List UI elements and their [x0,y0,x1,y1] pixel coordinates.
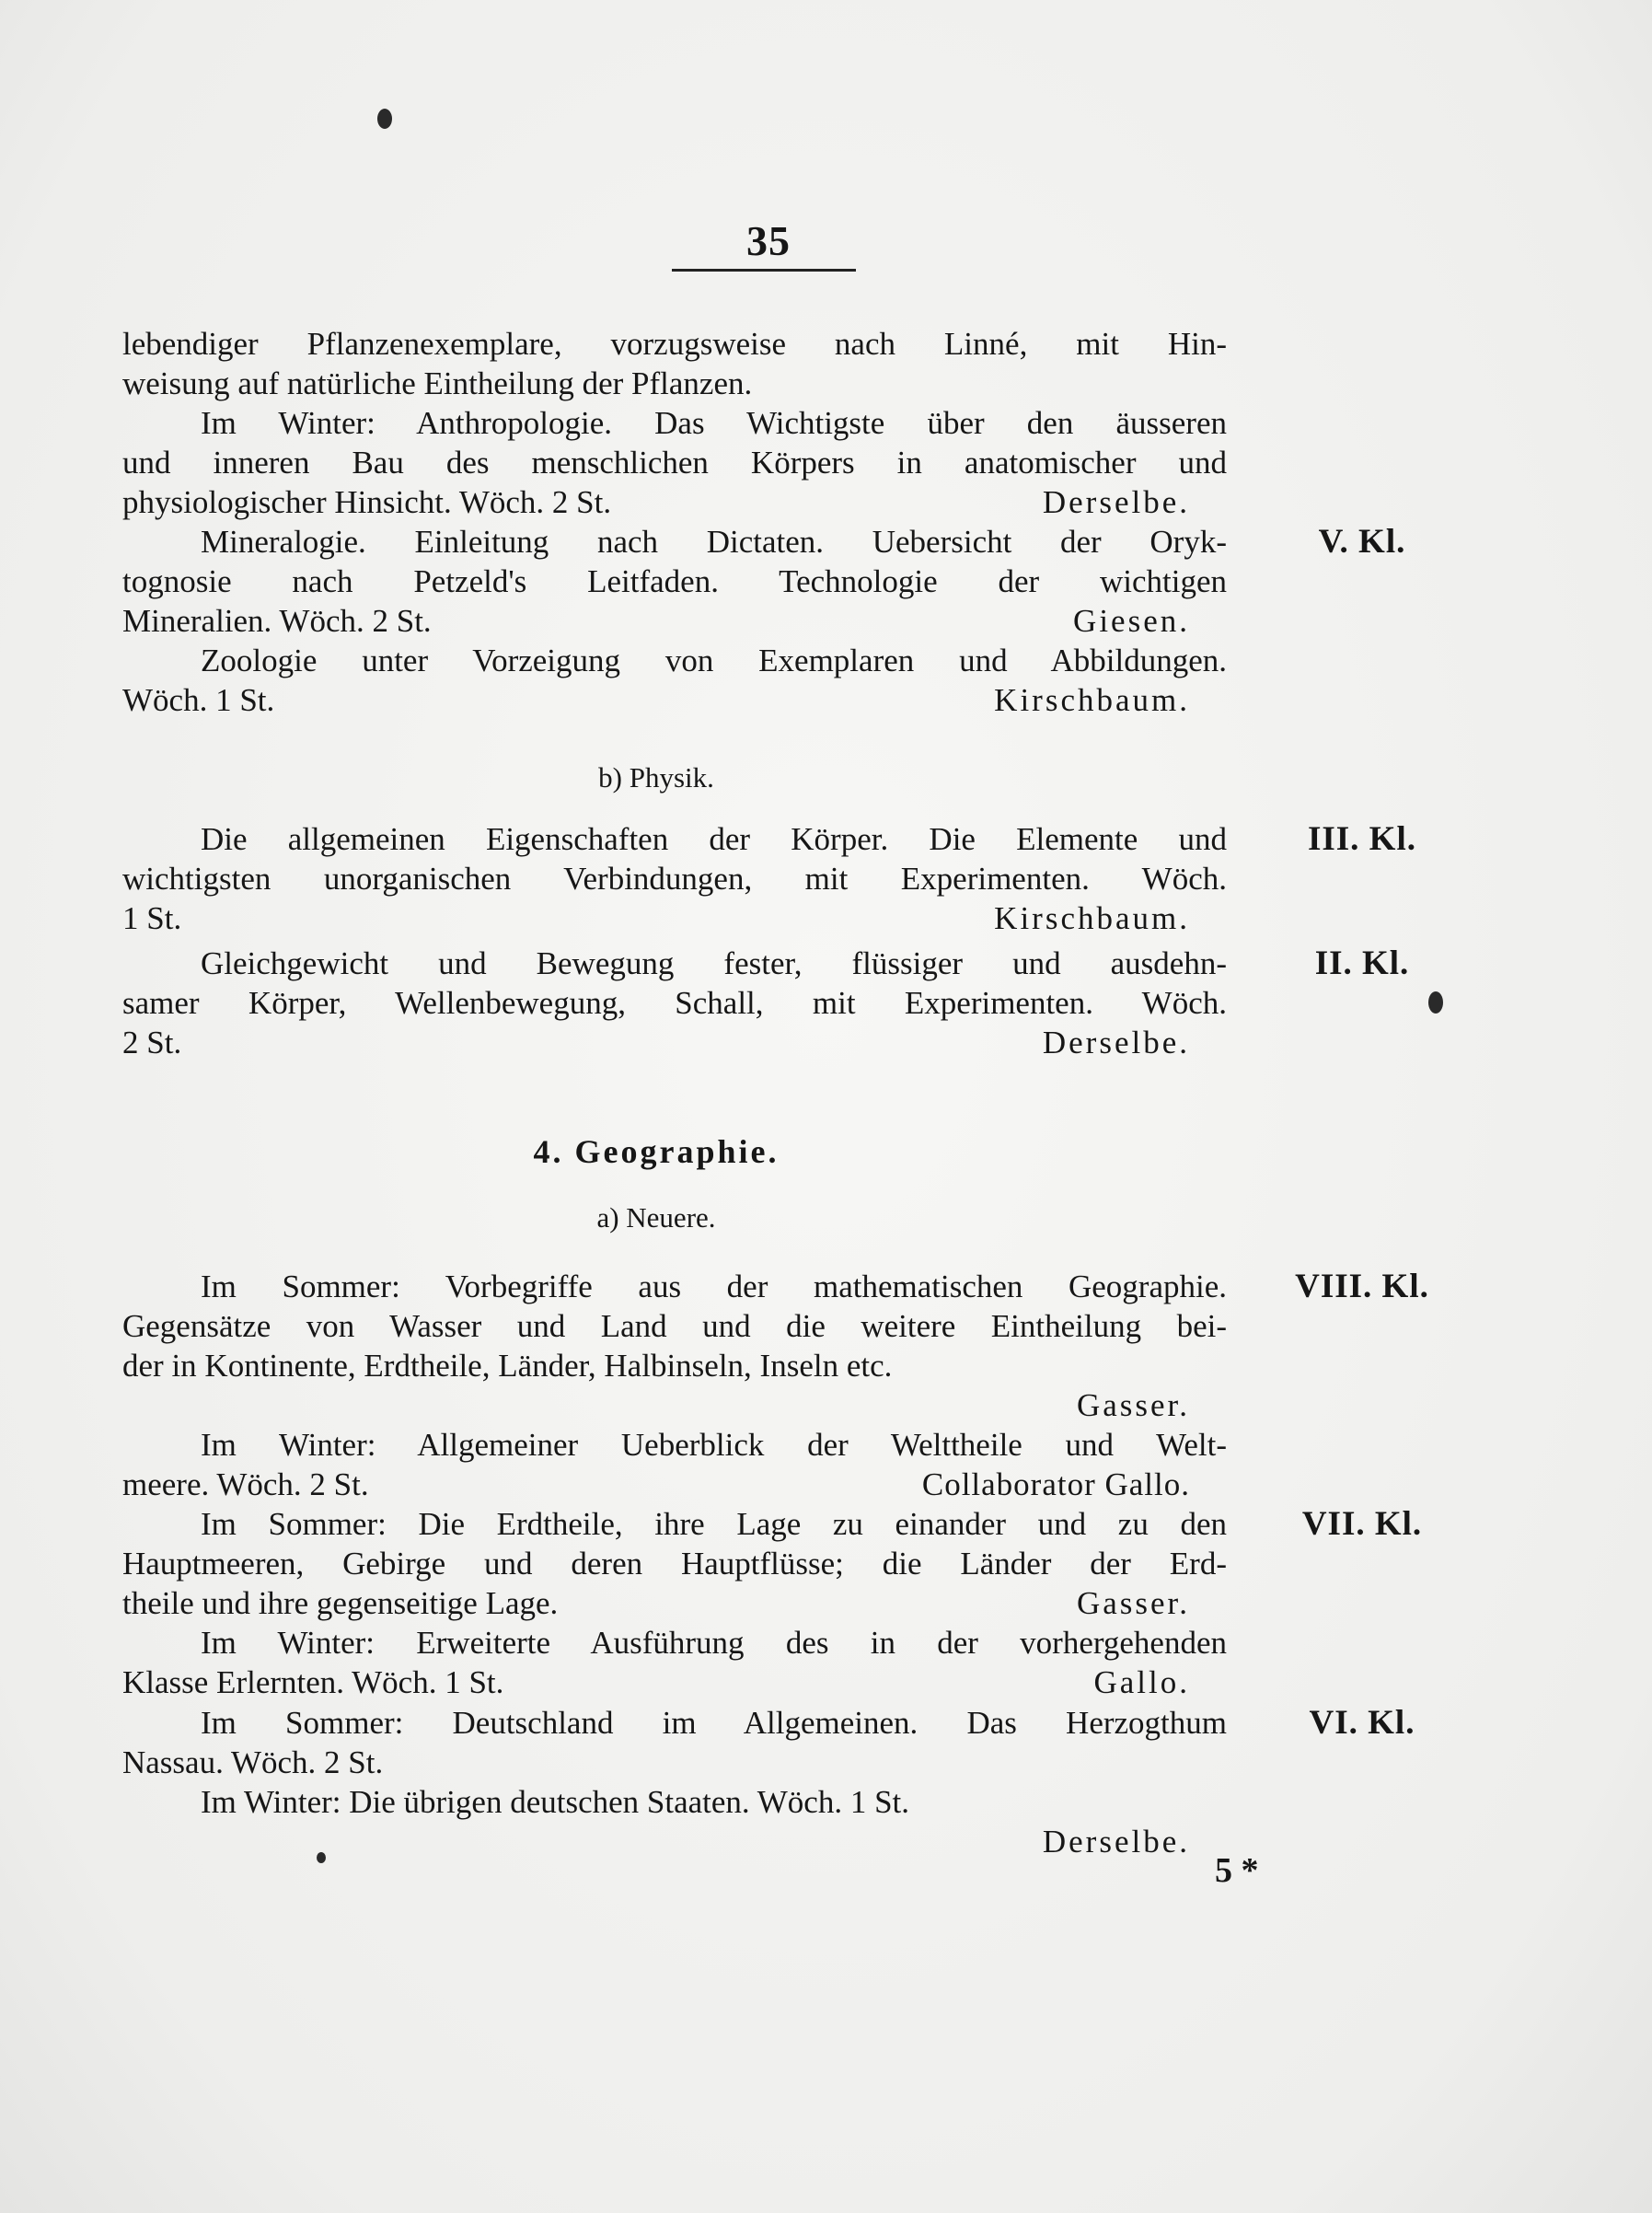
teacher-name: Kirschbaum. [994,682,1190,718]
page-number: 35 [746,217,791,264]
text-span: 1 St. [122,900,182,936]
text-line [122,482,1227,522]
text-line [122,1023,1227,1062]
class-label: II. Kl. [1314,944,1410,982]
text-span: Klasse Erlernten. Wöch. 1 St. [122,1664,504,1700]
text-line: lebendiger Pflanzenexemplare, vorzugsweise nach Linné, mit Hin- [122,326,1227,362]
text-line: Im Winter: Allgemeiner Ueberblick der Welttheile und Welt- [201,1427,1227,1463]
text-span: Mineralien. Wöch. 2 St. [122,603,432,639]
geography-heading: 4. Geographie. [533,1133,780,1170]
ink-spot [1428,991,1443,1014]
text-line: Im Sommer: Deutschland im Allgemeinen. Das Herzogthum [201,1705,1227,1741]
class-label: VI. Kl. [1309,1704,1415,1742]
text-line: Im Winter: Erweiterte Ausführung des in der vorhergehenden [201,1625,1227,1661]
text-line: Gleichgewicht und Bewegung fester, flüssiger und ausdehn- [201,945,1227,981]
class-label: VIII. Kl. [1295,1268,1429,1305]
text-span: 2 St. [122,1025,182,1060]
text-line: weisung auf natürliche Eintheilung der Pflanzen. [122,365,753,401]
class-label: VII. Kl. [1301,1505,1423,1543]
text-line: Im Sommer: Vorbegriffe aus der mathematischen Geographie. [201,1269,1227,1304]
geography-vii-block [122,1504,1227,1702]
text-line: Zoologie unter Vorzeigung von Exemplaren und Abbildungen. [201,643,1227,678]
teacher-name: Derselbe. [1042,1824,1190,1860]
geography-viii-block [122,1267,1227,1504]
text-line [122,1583,1227,1623]
text-line: der in Kontinente, Erdtheile, Länder, Halbinseln, Inseln etc. [122,1348,893,1384]
page-number-rule [672,269,856,272]
text-line [122,680,1227,720]
teacher-name: Giesen. [1073,603,1190,639]
text-line: Nassau. Wöch. 2 St. [122,1744,384,1780]
geography-vi-block [122,1703,1227,1861]
mineralogy-block [122,522,1227,641]
zoology-block [122,641,1227,720]
text-line: Mineralogie. Einleitung nach Dictaten. Uebersicht der Oryk- [201,524,1227,560]
teacher-name: Derselbe. [1042,484,1190,520]
teacher-name: Gasser. [1076,1585,1190,1621]
ink-spot [317,1852,326,1863]
text-line [122,1663,1227,1702]
text-line: Im Winter: Anthropologie. Das Wichtigste über den äusseren [201,405,1227,441]
text-line [122,898,1227,938]
signature-mark: 5 * [1215,1851,1259,1890]
text-line: und inneren Bau des menschlichen Körpers in anatomischer und [122,445,1227,481]
teacher-name: Gasser. [1076,1387,1190,1423]
text-span: physiologischer Hinsicht. Wöch. 2 St. [122,484,612,520]
physics-block-1 [122,819,1227,938]
text-line [122,601,1227,641]
geography-subheading: a) Neuere. [596,1201,716,1234]
text-line: samer Körper, Wellenbewegung, Schall, mit Experimenten. Wöch. [122,985,1227,1021]
class-label: III. Kl. [1307,820,1416,858]
teacher-name: Collaborator Gallo. [921,1466,1190,1502]
teacher-name: Kirschbaum. [994,900,1190,936]
text-line: Im Winter: Die übrigen deutschen Staaten. Wöch. 1 St. [201,1784,910,1820]
text-line: Hauptmeeren, Gebirge und deren Hauptflüsse; die Länder der Erd- [122,1546,1227,1582]
text-line [122,1465,1227,1504]
physics-block-2 [122,944,1227,1062]
text-line: wichtigsten unorganischen Verbindungen, mit Experimenten. Wöch. [122,861,1227,897]
ink-spot [377,109,392,129]
teacher-name: Gallo. [1093,1664,1190,1700]
physics-subheading: b) Physik. [598,761,714,794]
text-span: Wöch. 1 St. [122,682,275,718]
class-label: V. Kl. [1318,523,1406,561]
text-span: theile und ihre gegenseitige Lage. [122,1585,559,1621]
botany-block [122,324,1227,522]
text-line: Im Sommer: Die Erdtheile, ihre Lage zu einander und zu den [201,1506,1227,1542]
text-span: meere. Wöch. 2 St. [122,1466,369,1502]
text-line: Gegensätze von Wasser und Land und die weitere Eintheilung bei- [122,1308,1227,1344]
text-line: tognosie nach Petzeld's Leitfaden. Technologie der wichtigen [122,563,1227,599]
text-line: Die allgemeinen Eigenschaften der Körper. Die Elemente und [201,821,1227,857]
teacher-name: Derselbe. [1042,1025,1190,1060]
